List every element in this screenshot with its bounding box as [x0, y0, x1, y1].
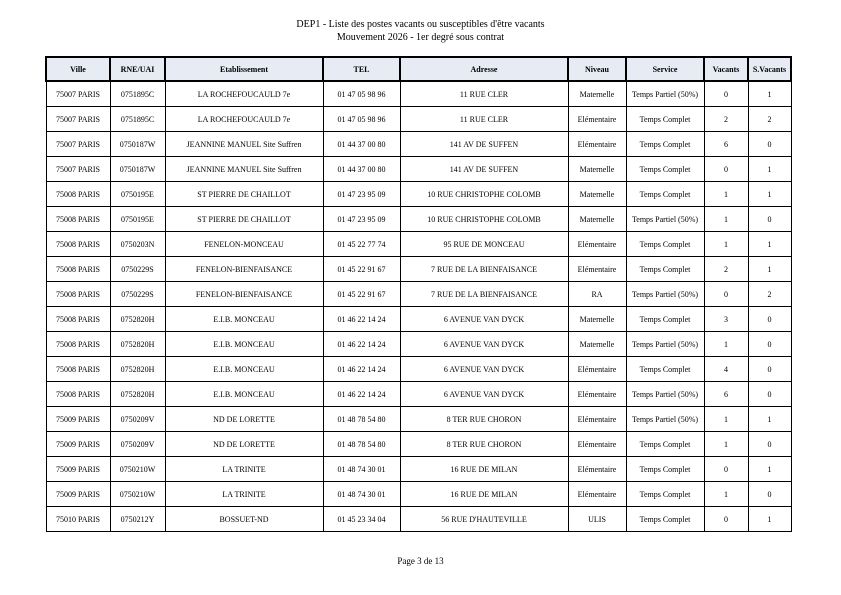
table-cell: ND DE LORETTE — [165, 407, 323, 432]
table-cell: Maternelle — [568, 207, 626, 232]
table-cell: 0750209V — [110, 432, 165, 457]
table-cell: 0752820H — [110, 357, 165, 382]
table-row — [46, 482, 791, 507]
table-cell: Temps Complet — [626, 357, 704, 382]
table-cell: 75009 PARIS — [46, 407, 110, 432]
table-cell: 1 — [704, 182, 748, 207]
table-row — [46, 382, 791, 407]
table-cell: Elémentaire — [568, 232, 626, 257]
table-row — [46, 81, 791, 107]
table-cell: Temps Partiel (50%) — [626, 382, 704, 407]
table-cell: 75008 PARIS — [46, 307, 110, 332]
table-cell: 0750187W — [110, 157, 165, 182]
table-cell: Elémentaire — [568, 257, 626, 282]
table-cell: 01 47 05 98 96 — [323, 81, 400, 107]
table-cell: E.I.B. MONCEAU — [165, 357, 323, 382]
table-cell: 6 AVENUE VAN DYCK — [400, 307, 568, 332]
table-cell: 16 RUE DE MILAN — [400, 482, 568, 507]
table-cell: 75009 PARIS — [46, 432, 110, 457]
table-cell: 0 — [748, 382, 791, 407]
table-cell: 75009 PARIS — [46, 482, 110, 507]
table-cell: Maternelle — [568, 81, 626, 107]
column-header-s-vacants: S.Vacants — [748, 57, 791, 81]
table-cell: 8 TER RUE CHORON — [400, 407, 568, 432]
table-cell: BOSSUET-ND — [165, 507, 323, 532]
table-cell: 0 — [748, 332, 791, 357]
table-cell: 10 RUE CHRISTOPHE COLOMB — [400, 182, 568, 207]
table-row — [46, 132, 791, 157]
table-cell: 75008 PARIS — [46, 257, 110, 282]
table-cell: 1 — [748, 232, 791, 257]
table-cell: 1 — [704, 407, 748, 432]
table-cell: 0 — [704, 457, 748, 482]
table-cell: Elémentaire — [568, 407, 626, 432]
column-header-adresse: Adresse — [400, 57, 568, 81]
table-row — [46, 457, 791, 482]
table-cell: 01 48 78 54 80 — [323, 407, 400, 432]
table-cell: Maternelle — [568, 307, 626, 332]
table-cell: ST PIERRE DE CHAILLOT — [165, 182, 323, 207]
column-header-niveau: Niveau — [568, 57, 626, 81]
table-cell: 8 TER RUE CHORON — [400, 432, 568, 457]
table-cell: 1 — [704, 207, 748, 232]
table-cell: Maternelle — [568, 332, 626, 357]
table-row — [46, 257, 791, 282]
table-cell: 01 44 37 00 80 — [323, 157, 400, 182]
table-cell: 0 — [704, 507, 748, 532]
table-cell: Maternelle — [568, 182, 626, 207]
table-cell: 141 AV DE SUFFEN — [400, 132, 568, 157]
table-cell: JEANNINE MANUEL Site Suffren — [165, 132, 323, 157]
table-cell: 01 46 22 14 24 — [323, 307, 400, 332]
table-cell: 0 — [704, 157, 748, 182]
table-cell: 2 — [704, 257, 748, 282]
table-cell: Temps Complet — [626, 132, 704, 157]
vacant-posts-table — [45, 56, 792, 532]
table-cell: ST PIERRE DE CHAILLOT — [165, 207, 323, 232]
table-cell: 1 — [748, 81, 791, 107]
table-row — [46, 282, 791, 307]
table-cell: Temps Partiel (50%) — [626, 207, 704, 232]
table-cell: JEANNINE MANUEL Site Suffren — [165, 157, 323, 182]
table-cell: Temps Complet — [626, 432, 704, 457]
column-header-vacants: Vacants — [704, 57, 748, 81]
table-cell: 0752820H — [110, 332, 165, 357]
table-cell: 6 AVENUE VAN DYCK — [400, 357, 568, 382]
table-cell: 0 — [748, 357, 791, 382]
table-cell: Temps Complet — [626, 257, 704, 282]
table-cell: 01 47 23 95 09 — [323, 207, 400, 232]
table-row — [46, 332, 791, 357]
table-cell: 01 45 22 77 74 — [323, 232, 400, 257]
table-cell: 56 RUE D'HAUTEVILLE — [400, 507, 568, 532]
table-cell: 1 — [704, 482, 748, 507]
table-cell: 75010 PARIS — [46, 507, 110, 532]
table-cell: Elémentaire — [568, 457, 626, 482]
document-title-line1: DEP1 - Liste des postes vacants ou susceptibles d'être vacants — [296, 19, 545, 30]
table-cell: 0 — [748, 132, 791, 157]
table-cell: ND DE LORETTE — [165, 432, 323, 457]
table-cell: Temps Complet — [626, 157, 704, 182]
table-cell: 2 — [704, 107, 748, 132]
table-cell: LA ROCHEFOUCAULD 7e — [165, 107, 323, 132]
table-cell: 0750195E — [110, 207, 165, 232]
table-row — [46, 407, 791, 432]
table-row — [46, 182, 791, 207]
table-cell: 75008 PARIS — [46, 282, 110, 307]
table-cell: 01 45 22 91 67 — [323, 257, 400, 282]
table-header-row — [46, 57, 791, 81]
table-cell: 1 — [748, 457, 791, 482]
table-cell: 75007 PARIS — [46, 157, 110, 182]
table-cell: Elémentaire — [568, 482, 626, 507]
table-cell: 01 47 23 95 09 — [323, 182, 400, 207]
column-header-etablissement: Etablissement — [165, 57, 323, 81]
table-cell: 75008 PARIS — [46, 232, 110, 257]
table-row — [46, 507, 791, 532]
table-cell: Elémentaire — [568, 357, 626, 382]
table-cell: Temps Complet — [626, 107, 704, 132]
table-cell: 0752820H — [110, 307, 165, 332]
table-cell: 01 46 22 14 24 — [323, 357, 400, 382]
table-row — [46, 107, 791, 132]
table-cell: 11 RUE CLER — [400, 107, 568, 132]
table-row — [46, 207, 791, 232]
table-cell: 10 RUE CHRISTOPHE COLOMB — [400, 207, 568, 232]
table-cell: 16 RUE DE MILAN — [400, 457, 568, 482]
table-cell: 01 47 05 98 96 — [323, 107, 400, 132]
table-cell: 0 — [748, 207, 791, 232]
document-title-line2: Mouvement 2026 - 1er degré sous contrat — [336, 32, 505, 43]
table-row — [46, 357, 791, 382]
table-row — [46, 232, 791, 257]
table-cell: 0 — [748, 307, 791, 332]
table-cell: 6 AVENUE VAN DYCK — [400, 332, 568, 357]
table-cell: 01 45 22 91 67 — [323, 282, 400, 307]
table-cell: 75008 PARIS — [46, 207, 110, 232]
table-cell: 75007 PARIS — [46, 107, 110, 132]
table-cell: Temps Complet — [626, 307, 704, 332]
table-cell: FENELON-MONCEAU — [165, 232, 323, 257]
table-cell: Temps Partiel (50%) — [626, 81, 704, 107]
table-cell: LA TRINITE — [165, 482, 323, 507]
table-cell: LA TRINITE — [165, 457, 323, 482]
table-cell: 0750195E — [110, 182, 165, 207]
table-cell: 75008 PARIS — [46, 382, 110, 407]
table-cell: 6 — [704, 132, 748, 157]
table-row — [46, 307, 791, 332]
table-cell: 0750229S — [110, 282, 165, 307]
table-cell: Elémentaire — [568, 382, 626, 407]
table-cell: 01 45 23 34 04 — [323, 507, 400, 532]
table-cell: Elémentaire — [568, 132, 626, 157]
table-cell: 1 — [704, 332, 748, 357]
table-row — [46, 157, 791, 182]
table-row — [46, 432, 791, 457]
table-cell: 01 48 74 30 01 — [323, 457, 400, 482]
table-cell: 0752820H — [110, 382, 165, 407]
table-cell: 0750187W — [110, 132, 165, 157]
table-cell: Temps Partiel (50%) — [626, 332, 704, 357]
table-cell: 0 — [704, 81, 748, 107]
table-cell: LA ROCHEFOUCAULD 7e — [165, 81, 323, 107]
table-cell: FENELON-BIENFAISANCE — [165, 257, 323, 282]
table-cell: 7 RUE DE LA BIENFAISANCE — [400, 257, 568, 282]
table-cell: 0750209V — [110, 407, 165, 432]
table-cell: 01 44 37 00 80 — [323, 132, 400, 157]
table-cell: 0 — [704, 282, 748, 307]
table-cell: 0750210W — [110, 482, 165, 507]
table-cell: Elémentaire — [568, 432, 626, 457]
table-cell: 1 — [748, 507, 791, 532]
column-header-tel: TEL — [323, 57, 400, 81]
table-cell: E.I.B. MONCEAU — [165, 382, 323, 407]
table-cell: Temps Partiel (50%) — [626, 282, 704, 307]
column-header-ville: Ville — [46, 57, 110, 81]
table-cell: 0751895C — [110, 81, 165, 107]
table-cell: 6 AVENUE VAN DYCK — [400, 382, 568, 407]
table-cell: Temps Complet — [626, 482, 704, 507]
table-cell: 01 46 22 14 24 — [323, 332, 400, 357]
table-cell: 75008 PARIS — [46, 182, 110, 207]
table-cell: 0750203N — [110, 232, 165, 257]
table-cell: 141 AV DE SUFFEN — [400, 157, 568, 182]
table-cell: 2 — [748, 282, 791, 307]
table-cell: Temps Complet — [626, 457, 704, 482]
table-cell: Temps Complet — [626, 507, 704, 532]
table-cell: Temps Complet — [626, 182, 704, 207]
table-cell: Maternelle — [568, 157, 626, 182]
table-cell: 75007 PARIS — [46, 81, 110, 107]
table-cell: FENELON-BIENFAISANCE — [165, 282, 323, 307]
table-cell: 75008 PARIS — [46, 357, 110, 382]
page-number: Page 3 de 13 — [397, 556, 444, 566]
table-cell: 1 — [704, 232, 748, 257]
table-cell: 0 — [748, 482, 791, 507]
table-cell: 6 — [704, 382, 748, 407]
table-cell: 0750212Y — [110, 507, 165, 532]
table-cell: 01 48 74 30 01 — [323, 482, 400, 507]
table-cell: Elémentaire — [568, 107, 626, 132]
table-cell: 1 — [748, 257, 791, 282]
table-cell: E.I.B. MONCEAU — [165, 307, 323, 332]
table-cell: 95 RUE DE MONCEAU — [400, 232, 568, 257]
table-cell: 1 — [748, 157, 791, 182]
table-cell: 75007 PARIS — [46, 132, 110, 157]
table-cell: 3 — [704, 307, 748, 332]
table-cell: 0750229S — [110, 257, 165, 282]
column-header-rne-uai: RNE/UAI — [110, 57, 165, 81]
table-cell: 75009 PARIS — [46, 457, 110, 482]
table-cell: 01 46 22 14 24 — [323, 382, 400, 407]
table-cell: 0 — [748, 432, 791, 457]
table-cell: E.I.B. MONCEAU — [165, 332, 323, 357]
table-cell: 0750210W — [110, 457, 165, 482]
table-cell: Temps Partiel (50%) — [626, 407, 704, 432]
table-cell: 4 — [704, 357, 748, 382]
table-cell: 1 — [748, 182, 791, 207]
table-cell: 1 — [704, 432, 748, 457]
column-header-service: Service — [626, 57, 704, 81]
table-cell: Temps Complet — [626, 232, 704, 257]
table-cell: 75008 PARIS — [46, 332, 110, 357]
table-cell: 01 48 78 54 80 — [323, 432, 400, 457]
table-cell: 11 RUE CLER — [400, 81, 568, 107]
table-cell: ULIS — [568, 507, 626, 532]
table-cell: RA — [568, 282, 626, 307]
table-body — [46, 81, 791, 532]
document-title — [0, 0, 841, 44]
table-cell: 1 — [748, 407, 791, 432]
table-cell: 7 RUE DE LA BIENFAISANCE — [400, 282, 568, 307]
table-cell: 0751895C — [110, 107, 165, 132]
table-cell: 2 — [748, 107, 791, 132]
